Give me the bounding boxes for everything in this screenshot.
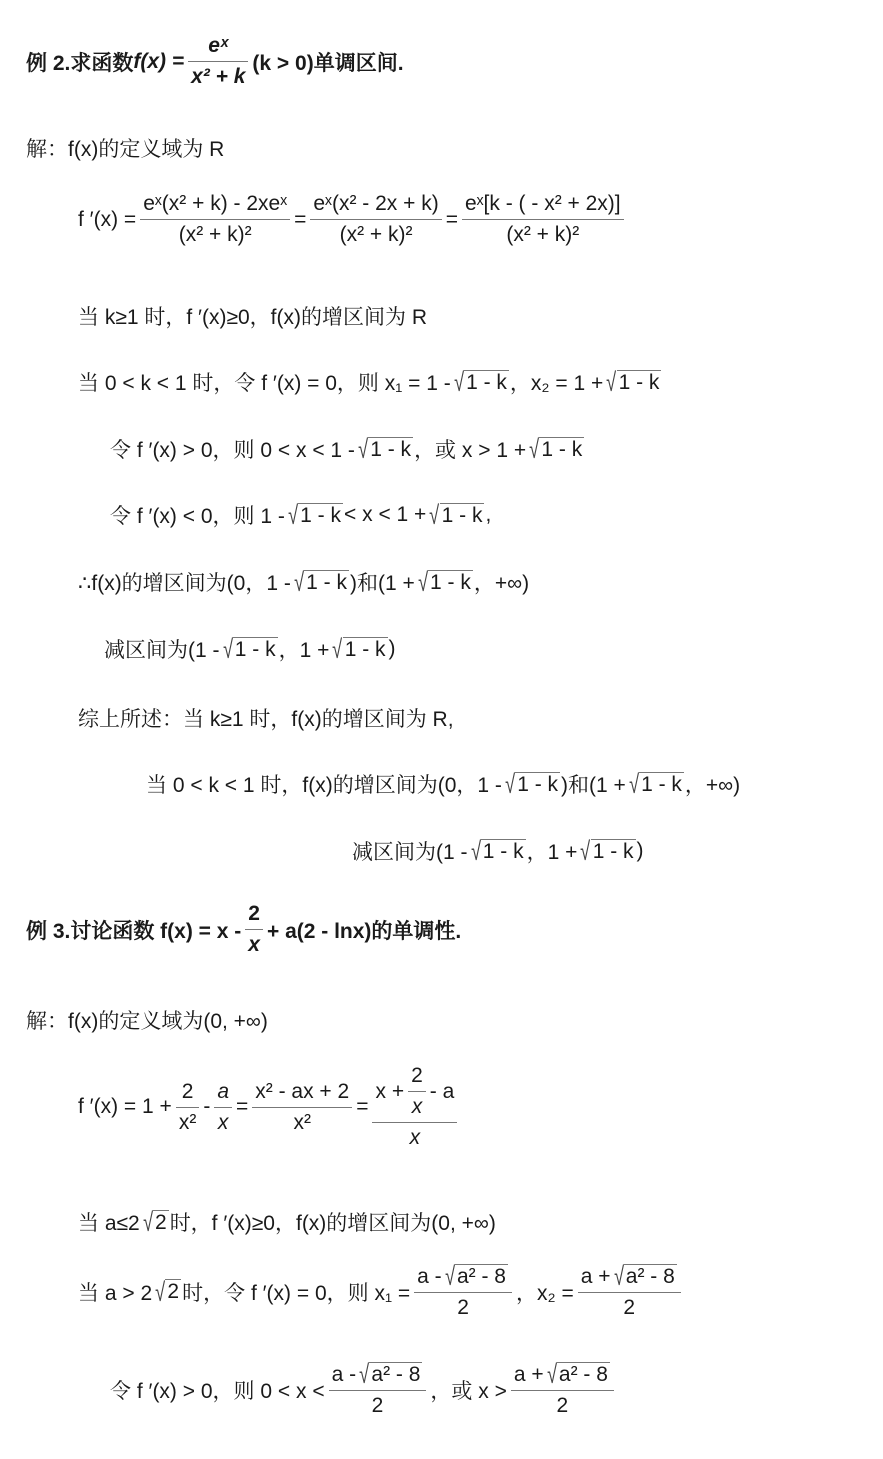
text: )和(1 + — [561, 774, 626, 797]
text: a - — [331, 1363, 357, 1386]
text: ，1 + — [526, 841, 578, 864]
radicand: 1 - k — [234, 637, 276, 661]
text: ) — [636, 839, 644, 862]
example-2-title — [26, 34, 404, 89]
equals: = — [356, 1095, 369, 1118]
ex2-decreasing-interval — [104, 634, 396, 664]
numerator: 2 — [248, 902, 260, 925]
denominator: 2 — [457, 1296, 469, 1319]
ex3-case-a-le — [78, 1207, 496, 1237]
radicand: 1 - k — [517, 772, 559, 796]
text: 当 0 < k < 1 时，令 f ′(x) = 0，则 x₁ = 1 - — [78, 372, 451, 395]
denominator: x — [409, 1126, 421, 1149]
numerator: eˣ[k - ( - x² + 2x)] — [464, 192, 621, 215]
text: , — [485, 503, 492, 526]
text: ，或 x > 1 + — [414, 439, 527, 462]
text: a + — [513, 1363, 544, 1386]
sqrt: √ 1 - k — [358, 434, 412, 464]
denominator: x² — [293, 1110, 311, 1134]
text: 令 f ′(x) > 0，则 0 < x < 1 - — [110, 439, 355, 462]
denominator: (x² + k)² — [506, 223, 580, 246]
fraction — [329, 1361, 427, 1418]
fraction — [140, 192, 290, 247]
text: 当 a≤2 — [78, 1212, 140, 1235]
text: 减区间为(1 - — [104, 639, 220, 662]
ex2-domain-line — [26, 133, 224, 163]
fraction — [408, 1064, 426, 1119]
text: - a — [429, 1079, 455, 1103]
equals: = — [445, 207, 458, 231]
minus: - — [203, 1095, 211, 1118]
ex3-domain-line — [26, 1005, 268, 1035]
compound-fraction — [372, 1064, 457, 1150]
fraction — [578, 1263, 681, 1320]
text: 解：f(x)的定义域为 R — [26, 138, 225, 161]
ex2-summary-decreasing — [352, 836, 644, 866]
text: ，+∞) — [473, 572, 530, 595]
derivative-lhs: f ′(x) = 1 + — [78, 1095, 172, 1118]
function-name: f(x) = — [133, 49, 185, 73]
title-text: 例 2.求函数 — [26, 51, 134, 75]
title-text: 例 3.讨论函数 f(x) = x - — [26, 919, 242, 943]
text: 解：f(x)的定义域为(0, +∞) — [26, 1010, 268, 1033]
radicand: 1 - k — [466, 370, 507, 394]
sqrt: √ 1 - k — [470, 836, 524, 866]
sqrt: √ 2 — [142, 1207, 167, 1237]
text: 减区间为(1 - — [352, 841, 468, 864]
sqrt: √ 1 - k — [429, 500, 483, 530]
sqrt: √ 1 - k — [529, 434, 583, 464]
fraction — [188, 34, 248, 89]
fraction — [511, 1361, 614, 1418]
fraction — [245, 902, 263, 957]
denominator: 2 — [556, 1394, 569, 1417]
text: 当 0 < k < 1 时，f(x)的增区间为(0，1 - — [146, 774, 502, 797]
sqrt: √ 2 — [155, 1276, 180, 1307]
ex2-summary-increasing — [146, 769, 740, 799]
title-suffix: (k > 0)单调区间. — [252, 51, 404, 75]
numerator — [511, 1361, 614, 1390]
sqrt: √ 1 - k — [294, 567, 347, 597]
radicand: 1 - k — [618, 370, 660, 394]
numerator — [578, 1263, 681, 1292]
text: ，或 x > — [430, 1379, 507, 1403]
denominator: x² — [178, 1110, 197, 1134]
text: a - — [417, 1265, 442, 1288]
fraction — [462, 192, 624, 247]
ex2-case-k-ge-1 — [78, 301, 427, 331]
text: )和(1 + — [350, 572, 415, 595]
sqrt: √ a² - 8 — [613, 1261, 675, 1291]
ex2-negative-derivative — [110, 500, 491, 530]
numerator: eˣ(x² - 2x + k) — [313, 192, 439, 215]
denominator: (x² + k)² — [339, 223, 413, 246]
text: ) — [388, 637, 396, 660]
numerator: eˣ — [208, 34, 229, 57]
ex2-summary — [78, 703, 454, 733]
radicand: 1 - k — [592, 839, 634, 863]
text: 综上所述：当 k≥1 时，f(x)的增区间为 R, — [78, 708, 454, 731]
radicand: 1 - k — [344, 637, 386, 661]
sqrt: √ 1 - k — [417, 567, 471, 597]
denominator: x² + k — [191, 65, 246, 88]
denominator: x — [411, 1095, 423, 1118]
denominator: x — [217, 1110, 229, 1134]
ex2-increasing-interval — [78, 567, 529, 597]
title-suffix: + a(2 - lnx)的单调性. — [266, 919, 462, 943]
text: ，+∞) — [684, 774, 741, 797]
text: 令 f ′(x) > 0，则 0 < x < — [110, 1379, 325, 1403]
fraction — [252, 1080, 352, 1135]
denominator: x — [248, 933, 260, 956]
numerator: 2 — [411, 1064, 423, 1087]
text: 时，令 f ′(x) = 0，则 x₁ = — [182, 1281, 411, 1305]
denominator: (x² + k)² — [178, 223, 252, 246]
numerator: a — [217, 1079, 229, 1103]
radicand: a² - 8 — [625, 1264, 675, 1288]
sqrt: √ 1 - k — [628, 769, 682, 799]
sqrt: √ 1 - k — [332, 634, 386, 664]
numerator — [329, 1361, 427, 1390]
numerator — [372, 1064, 457, 1122]
radicand: 2 — [155, 1210, 167, 1234]
sqrt: √ 1 - k — [505, 769, 559, 799]
radicand: 1 - k — [441, 503, 483, 527]
numerator: x² - ax + 2 — [255, 1079, 350, 1103]
denominator: 2 — [371, 1394, 384, 1417]
numerator: eˣ(x² + k) - 2xeˣ — [143, 192, 288, 215]
radicand: 1 - k — [430, 570, 471, 594]
text: x + — [375, 1079, 405, 1103]
ex2-derivative-line — [78, 192, 628, 247]
text: ，1 + — [278, 639, 330, 662]
sqrt: √ a² - 8 — [546, 1359, 608, 1389]
ex2-case-k-lt-1 — [78, 367, 662, 397]
fraction — [310, 192, 441, 247]
fraction — [414, 1263, 512, 1320]
equals: = — [236, 1095, 249, 1118]
sqrt: √ 1 - k — [580, 836, 634, 866]
radicand: 2 — [167, 1280, 180, 1304]
text: < x < 1 + — [344, 503, 427, 526]
derivative-lhs: f ′(x) = — [78, 207, 137, 231]
sqrt: √ 1 - k — [453, 367, 507, 397]
ex2-positive-derivative — [110, 434, 585, 464]
sqrt: √ a² - 8 — [444, 1261, 506, 1291]
example-3-title — [26, 902, 461, 957]
ex3-positive-derivative — [110, 1361, 618, 1418]
text: 当 k≥1 时，f ′(x)≥0，f(x)的增区间为 R — [78, 306, 427, 329]
text: ，x₂ = — [515, 1281, 574, 1305]
radicand: 1 - k — [370, 437, 412, 461]
ex3-derivative-line — [78, 1064, 461, 1150]
sqrt: √ 1 - k — [288, 500, 342, 530]
radicand: 1 - k — [641, 772, 682, 796]
text: 当 a > 2 — [78, 1281, 153, 1305]
radicand: 1 - k — [306, 570, 347, 594]
radicand: a² - 8 — [371, 1362, 421, 1386]
numerator: 2 — [181, 1079, 194, 1103]
fraction — [176, 1080, 200, 1135]
ex3-case-a-gt — [78, 1263, 685, 1320]
text: a + — [580, 1265, 611, 1288]
radicand: 1 - k — [482, 839, 524, 863]
text: ∴f(x)的增区间为(0，1 - — [78, 572, 291, 595]
sqrt: √ 1 - k — [606, 367, 660, 397]
sqrt: √ 1 - k — [222, 634, 276, 664]
equals: = — [294, 207, 307, 231]
fraction — [214, 1080, 232, 1135]
radicand: 1 - k — [541, 437, 583, 461]
radicand: a² - 8 — [558, 1362, 608, 1386]
sqrt: √ a² - 8 — [359, 1359, 421, 1389]
denominator: 2 — [623, 1296, 636, 1319]
text: 令 f ′(x) < 0，则 1 - — [110, 505, 285, 528]
text: 时，f ′(x)≥0，f(x)的增区间为(0, +∞) — [169, 1212, 496, 1235]
numerator — [414, 1263, 512, 1292]
text: ，x₂ = 1 + — [509, 372, 604, 395]
radicand: 1 - k — [300, 503, 342, 527]
radicand: a² - 8 — [456, 1264, 506, 1288]
